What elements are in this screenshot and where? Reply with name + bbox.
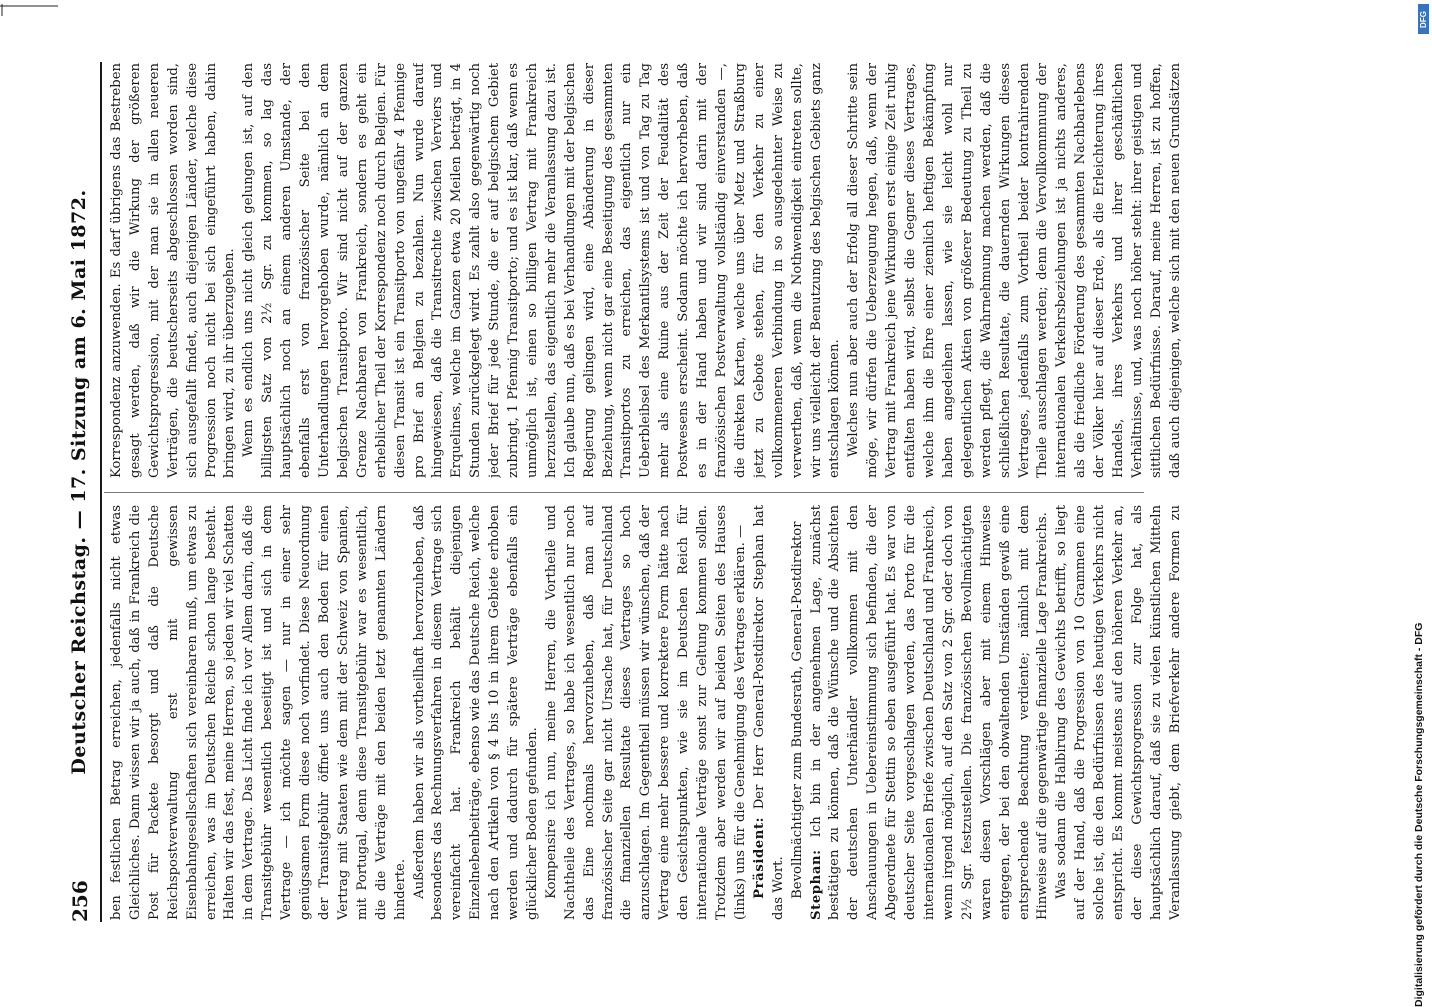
paragraph — [108, 505, 411, 920]
paragraph — [108, 63, 240, 478]
paragraph-text: Bevollmächtigter zum Bundesrath, General-Postdirektor — [789, 521, 805, 899]
paragraph-text: Wenn es endlich uns nicht gleich gelungen ist, auf den billigsten Satz von 2½ Sgr. zu kommen, so lag das hauptsächlich noch an einem anderen Umstande, der ebenfalls erst von französischer Seite bei den Unterhandlungen hervorgehoben wurde, nämlich an dem belgischen Transitporto. Wir sind nicht auf der ganzen Grenze Nachbaren von Frankreich, sondern es geht ein erheblicher Theil der Korrespondenz noch durch Belgien. Für diesen Transit ist ein Transitporto von ungefähr 4 Pfennige pro Brief an Belgien zu bezahlen. Nun wurde darauf hingewiesen, daß die Transitrechte zwischen Verviers und Erquelines, welche im Ganzen etwa 20 Meilen beträgt, in 4 Stunden zurückgelegt wird. Es zahlt also gegenwärtig noch jeder Brief für jede Stunde, die er auf belgischem Gebiet zubringt, 1 Pfennig Transitporto; und es ist klar, daß wenn es unmöglich ist, einen so billigen Vertrag mit Frankreich herzustellen, das eigentlich mehr die Veranlassung dazu ist. Ich glaube nun, daß es bei Verhandlungen mit der belgischen Regierung gelingen wird, eine Abänderung in dieser Beziehung, wenn nicht gar eine Beseitigung des gesammten Transitportos zu erreichen, das eigentlich nur ein Ueberbleibsel des Merkantilsystems ist und von Tag zu Tag mehr als eine Ruine aus der Zeit der Feudalität des Postwesens erscheint. Sodann möchte ich hervorheben, daß es in der Hand haben und wir sind darin mit der französischen Postverwaltung vollständig einverstanden —, die direkten Karten, welche uns über Metz und Straßburg jetzt zu Gebote stehen, für den Verkehr zu einer vollkommeneren Verbindung in so ausgedehnter Weise zu verwerthen, daß, wenn die Nothwendigkeit eintreten sollte, wir uns vielleicht der Benutzung des belgischen Gebiets ganz entschlagen können. — [241, 63, 843, 478]
speaker-label: Stephan: — [808, 849, 824, 920]
scan-edge-mark — [0, 4, 60, 18]
right-column — [108, 63, 1188, 478]
left-column — [108, 505, 1188, 920]
paragraph-text: Ich bin in der angenehmen Lage, zunächst bestätigen zu können, daß die Wünsche und die Absichten der deutschen Unterhändler vollkommen mit den Anschauungen in Uebereinstimmung sich befinden, die der Abgeordnete für Stettin so eben ausgeführt hat. Es war von deutscher Seite vorgeschlagen worden, das Porto für die internationalen Briefe zwischen Deutschland und Frankreich, wenn irgend möglich, auf den Satz von 2 Sgr. oder doch von 2½ Sgr. festzustellen. Die französischen Bevollmächtigten waren diesen Vorschlägen aber mit einem Hinweise entgegen, der bei den obwaltenden Umständen gewiß eine entsprechende Beachtung verdiente; nämlich mit dem Hinweise auf die gegenwärtige finanzielle Lage Frankreichs. — [808, 505, 1051, 920]
paragraph — [1053, 505, 1188, 920]
column-divider — [104, 492, 1144, 493]
speaker-label: Präsident: — [751, 816, 767, 899]
digitization-note: Digitalisierung gefördert durch die Deutsche Forschungsgemeinschaft - DFG — [1413, 622, 1425, 1007]
dfg-logo — [1418, 4, 1429, 34]
paragraph — [808, 505, 1054, 920]
paragraph-text: Was sodann die Halbirung des Gewichts betrifft, so liegt auf der Hand, daß die Progression von 10 Grammen eine solche ist, die den Bedürfnissen des heutigen Verkehrs nicht entspricht. Es kommt meistens auf den höheren Verkehr an, der diese Gewichtsprogression zur Folge hat, als hauptsächlich darauf, daß sie zu vielen künstlichen Mitteln Veranlassung giebt, dem Briefverkehr andere Formen zu — [1054, 505, 1183, 920]
paragraph — [751, 505, 789, 920]
paragraph-text: Der Herr General-Postdirektor Stephan hat das Wort. — [751, 505, 786, 920]
paragraph — [411, 505, 543, 920]
running-head — [64, 42, 94, 922]
paragraph-text: Korrespondenz anzuwenden. Es darf übrigens das Bestreben gesagt werden, daß wir die Wirkung der größeren Gewichtsprogression, mit der man sie in allen neueren Verträgen, die beutscherseits abgeschlossen worden sind, sich ausgefallt findet, auch diejenigen Länder, welche diese Progression noch nicht bei sich eingeführt haben, dahin bringen wird, zu ihr überzugehen. — [109, 63, 238, 478]
paragraph-text: Welches nun aber auch der Erfolg all dieser Schritte sein möge, wir dürfen die Ueberzeugung hegen, daß, wenn der Vertrag mit Frankreich jene Wirkungen erst einige Zeit ruhig entfalten haben wird, selbst die Gegner dieses Vertrages, welche ihm die Ehre einer ziemlich heftigen Bekämpfung haben angedeihen lassen, wie sie leicht wohl nur gelegentlichen Aktien von größerer Bedeutung zu Theil zu werden pflegt, die Wahrnehmung machen werden, daß die schließlichen Resultate, die dauernden Wirkungen dieses Vertrages, jedenfalls zum Vortheil beider kontrahirenden Theile ausschlagen werden; denn die Vervollkommnung der internationalen Verkehrsbeziehungen ist ja nichts anderes, als die friedliche Förderung des gesammten Nachbarlebens der Völker hier auf dieser Erde, als die Erleichterung ihres Handels, ihres Verkehrs und ihrer geschäftlichen Verhältnisse, und, was noch höher steht: ihrer geistigen und sittlichen Bedürfnisse. Darauf, meine Herren, ist zu hoffen, daß auch diejenigen, welche sich mit den neuen Grundsätzen — [846, 63, 1183, 478]
paragraph — [240, 63, 845, 478]
paragraph-text: Kompensire ich nun, meine Herren, die Vortheile und Nachtheile des Vertrages, so habe ich wesentlich nur noch das Eine nochmals hervorzuheben, daß man auf französischer Seite gar nicht Ursache hat, für Deutschland die finanziellen Resultate dieses Vertrages so hoch anzuschlagen. Im Gegentheil müssen wir wünschen, daß der Vertrag eine mehr bessere und korrektere Form hätte nach den Gesichtspunkten, wie sie im Deutschen Reich für internationale Verträge sonst zur Geltung kommen sollen. Trotzdem aber werden wir auf beiden Seiten des Hauses (links) uns für die Genehmigung des Vertrages erklären. — — [543, 505, 748, 920]
page-number: 256 — [68, 880, 92, 922]
paragraph — [845, 63, 1188, 478]
paragraph — [543, 505, 751, 920]
dfg-logo-text: DFG — [1419, 10, 1429, 28]
header-rule — [100, 62, 102, 922]
rotated-page-content — [56, 28, 1392, 958]
paragraph-text: Außerdem haben wir als vortheilhaft hervorzuheben, daß besonders das Rechnungsverfahren in diesem Vertrage sich vereinfacht hat. Frankreich behält diejenigen Einzelnebenbeiträge, ebenso wie das Deutsche Reich, welche nach den Artikeln von § 4 bis 10 in ihrem Gebiete erhoben werden und dadurch für spätere Verträge ebenfalls ein glücklicher Boden gefunden. — [411, 505, 540, 920]
paragraph-text: ben festlichen Betrag erreichen, jedenfalls nicht etwas Gleichliches. Dann wissen wir ja auch, daß in Frankreich die Post für Packete besorgt und daß die Deutsche Reichspostverwaltung erst mit gewissen Eisenbahngesellschaften sich vereinbaren muß, um etwas zu erreichen, was im Deutschen Reiche schon lange besteht. Halten wir das fest, meine Herren, so jeden wir viel Schatten in dem Vertrage. Das Licht finde ich vor Allem darin, daß die Transitgebühr wesentlich beseitigt ist und sich in dem Vertrage — ich möchte sagen — nur in einer sehr genügsamen Form diese noch vorfindet. Diese Neuordnung der Transitgebühr öffnet uns auch den Boden für einen Vertrag mit Staaten wie dem mit der Schweiz von Spanien, mit Portugal, denn diese Transitgebühr war es wesentlich, die die Verträge mit den beiden letzt genannten Ländern hinderte. — [109, 505, 408, 920]
digitization-footer — [1412, 0, 1430, 1007]
page-title: Deutscher Reichstag. — 17. Sitzung am 6. Mai 1872. — [68, 189, 90, 775]
paragraph — [789, 505, 808, 920]
